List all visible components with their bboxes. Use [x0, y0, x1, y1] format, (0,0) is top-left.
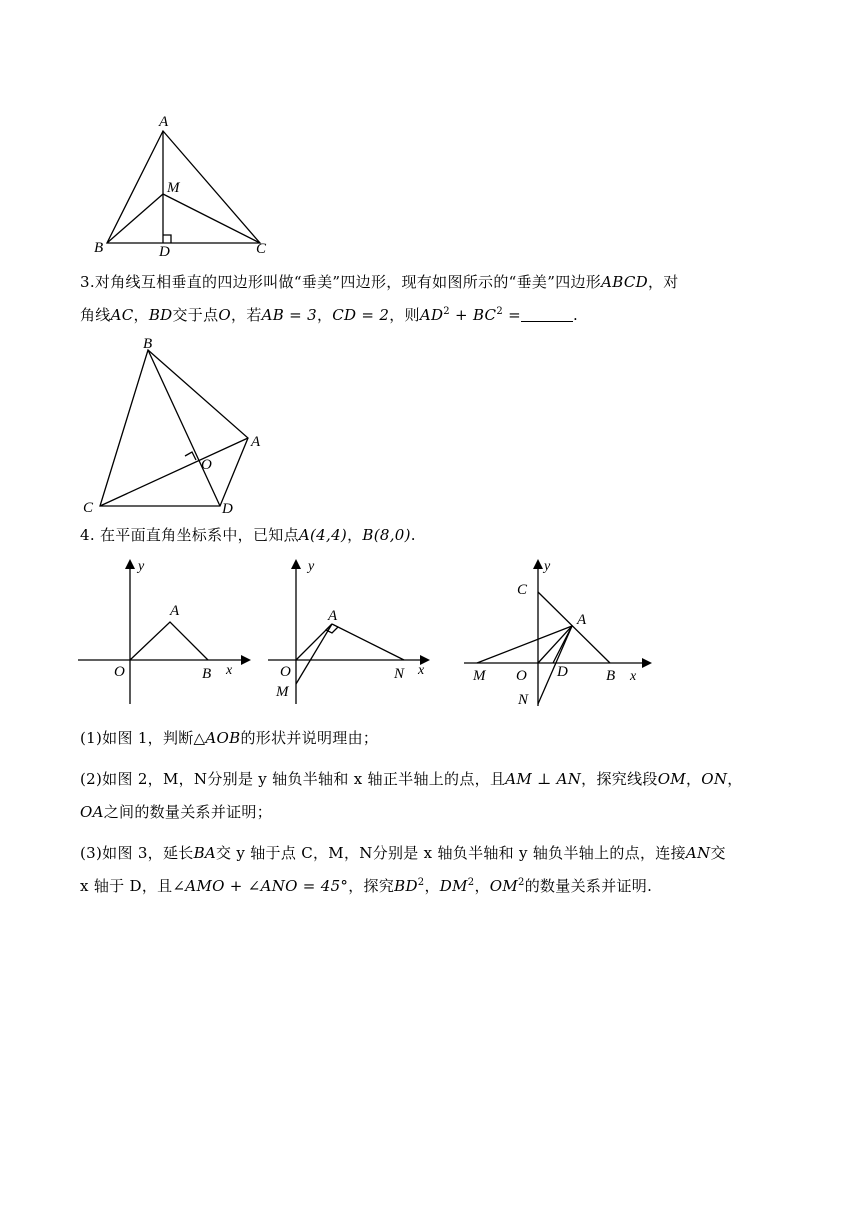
label-M: M: [167, 180, 180, 196]
label-A: A: [577, 612, 587, 628]
axis-label-x: x: [418, 663, 425, 678]
part-3-cont: x 轴于 D，且∠AMO + ∠ANO = 45°，探究$BD^2$，$DM^2$，$OM^2$的数量关系并证明.: [80, 877, 653, 895]
label-M: M: [276, 684, 289, 700]
coordinate-graph-1: [76, 556, 256, 706]
label-M: M: [473, 668, 486, 684]
label-A: A: [251, 434, 261, 450]
label-A: A: [328, 608, 338, 624]
label-C: C: [517, 582, 528, 598]
part-3: (3)如图 3，延长BA交 y 轴于点 C，M，N分别是 x 轴负半轴和 y 轴负半轴上的点，连接AN交: [80, 844, 726, 862]
axis-label-x: x: [630, 669, 637, 684]
question-3-line-2: 角线AC，BD交于点O，若AB = 3，CD = 2，则$AD^2 + BC^2$ = .: [80, 306, 579, 324]
question-3-line-1: 3.对角线互相垂直的四边形叫做“垂美”四边形，现有如图所示的“垂美”四边形ABCD，对: [80, 273, 679, 291]
part-1: (1)如图 1，判断△AOB的形状并说明理由；: [80, 729, 379, 747]
label-D: D: [159, 244, 170, 260]
label-D: D: [557, 664, 568, 680]
question-4-header: 4. 在平面直角坐标系中，已知点A(4,4)，B(8,0).: [80, 526, 416, 544]
label-B: B: [606, 668, 616, 684]
coordinate-graph-3: [456, 556, 656, 716]
label-A: A: [159, 114, 169, 130]
question-4-parts: [80, 722, 785, 903]
coordinate-graph-2: [264, 556, 444, 706]
triangle-figure: [80, 108, 280, 263]
label-B: B: [143, 336, 153, 352]
part-2-cont: OA之间的数量关系并证明；: [80, 803, 273, 821]
label-O: O: [201, 457, 212, 473]
axis-label-y: y: [544, 559, 551, 574]
label-C: C: [256, 241, 267, 257]
axis-label-y: y: [138, 559, 145, 574]
label-O: O: [280, 664, 291, 680]
answer-blank: [521, 307, 573, 322]
axis-label-x: x: [226, 663, 233, 678]
label-B: B: [94, 240, 104, 256]
label-N: N: [394, 666, 405, 682]
quadrilateral-figure: [76, 332, 276, 522]
label-O: O: [114, 664, 125, 680]
axis-label-y: y: [308, 559, 315, 574]
label-N: N: [518, 692, 529, 708]
part-2: (2)如图 2，M，N分别是 y 轴负半轴和 x 轴正半轴上的点，且AM ⊥ AN，探究线段OM，ON，: [80, 770, 743, 788]
label-C: C: [83, 500, 94, 516]
label-D: D: [222, 501, 233, 517]
label-O: O: [516, 668, 527, 684]
label-A: A: [170, 603, 180, 619]
question-3: [80, 266, 785, 332]
label-B: B: [202, 666, 212, 682]
